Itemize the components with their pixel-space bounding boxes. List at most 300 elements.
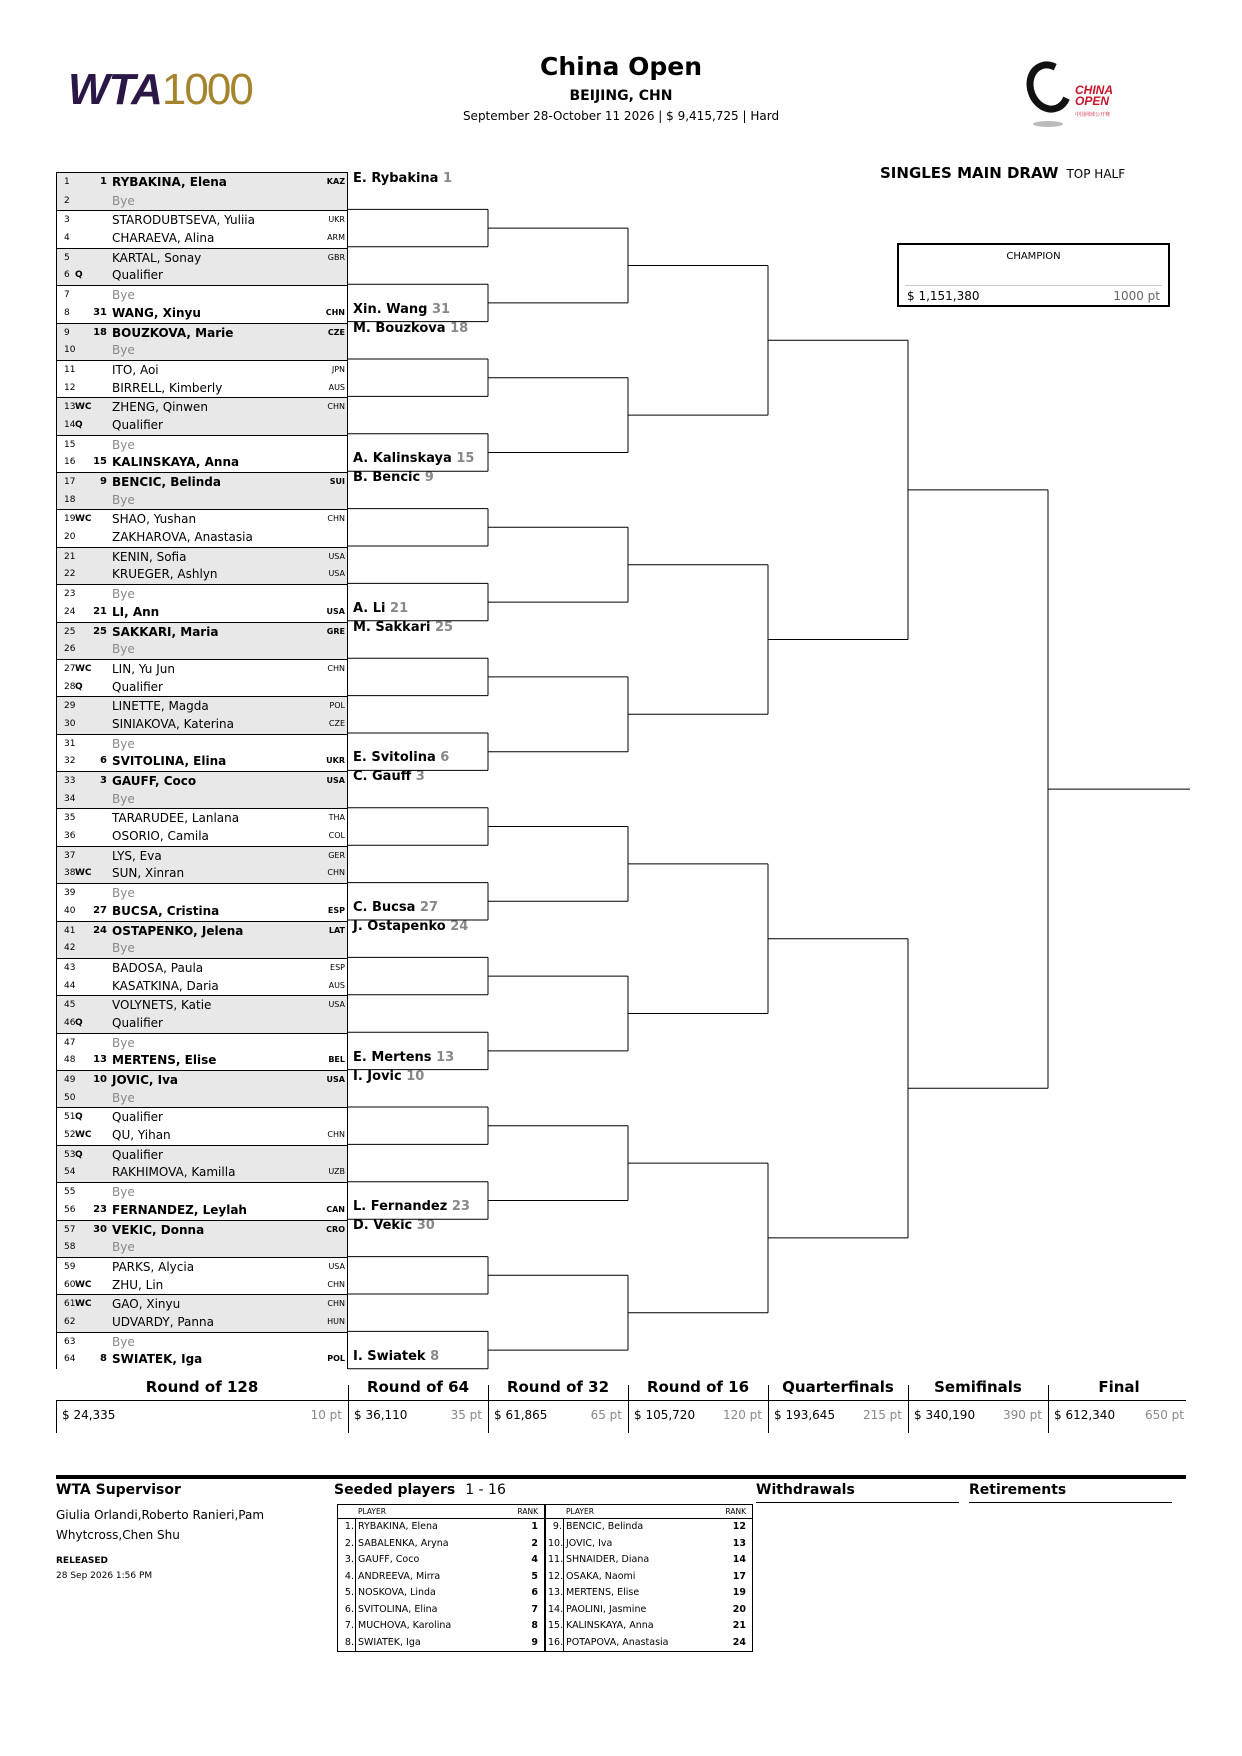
player-country: CRO — [326, 1224, 345, 1234]
entry-tag: WC — [75, 1279, 92, 1290]
draw-position: 6 — [64, 270, 70, 281]
player-name: Bye — [112, 642, 135, 657]
draw-position: 60 — [64, 1279, 76, 1290]
round2-seed: 24 — [450, 919, 469, 934]
round2-seed: 3 — [415, 769, 425, 785]
round2-seed: 8 — [430, 1348, 440, 1364]
player-country: CHN — [327, 1279, 345, 1289]
round-heading: Final — [1098, 1378, 1140, 1396]
round2-player: I. Jovic — [353, 1068, 402, 1084]
player-name: VEKIC, Donna — [112, 1222, 205, 1237]
draw-position: 31 — [64, 738, 76, 749]
released-label: RELEASED — [56, 1556, 109, 1566]
seeded-row — [338, 1618, 544, 1635]
draw-position: 13 — [64, 402, 76, 413]
seed-number: 13 — [93, 1054, 107, 1066]
seed-index: 3. — [344, 1554, 354, 1565]
draw-position: 19 — [64, 514, 76, 525]
draw-position: 28 — [64, 681, 76, 692]
seed-index: 2. — [344, 1537, 354, 1549]
round2-seed: 27 — [419, 900, 439, 915]
draw-position: 51 — [64, 1112, 76, 1123]
col-player: PLAYER — [566, 1507, 594, 1516]
round-prize — [634, 1408, 762, 1422]
player-country: ESP — [330, 962, 345, 972]
round2-seed: 23 — [451, 1199, 470, 1215]
player-name: OSTAPENKO, Jelena — [112, 923, 244, 938]
supervisor-names: Giulia Orlandi,Roberto Ranieri,Pam Whytcross,Chen Shu — [56, 1508, 265, 1542]
round2-player: L. Fernandez — [353, 1199, 448, 1215]
draw-position: 53 — [64, 1149, 76, 1160]
prize-points: 650 pt — [1144, 1408, 1184, 1422]
player-name: Qualifier — [112, 1015, 163, 1030]
seed-number: 21 — [93, 605, 107, 617]
supervisor-label: WTA Supervisor — [56, 1482, 181, 1498]
round2-seed: 18 — [450, 320, 469, 336]
draw-position: 12 — [64, 382, 76, 393]
player-name: KARTAL, Sonay — [112, 250, 202, 265]
draw-position: 32 — [64, 756, 76, 767]
seeded-row — [338, 1635, 544, 1652]
col-rank: RANK — [725, 1507, 746, 1516]
seed-index: 14. — [548, 1603, 564, 1615]
tournament-location: BEIJING, CHN — [569, 88, 673, 104]
seed-player-name: SHNAIDER, Diana — [566, 1554, 650, 1565]
draw-position: 18 — [64, 494, 76, 505]
player-country: USA — [326, 776, 345, 785]
draw-position: 5 — [64, 252, 70, 263]
seeded-row — [546, 1569, 752, 1586]
player-country: BEL — [328, 1055, 345, 1065]
seed-index: 6. — [344, 1603, 354, 1615]
draw-position: 47 — [64, 1037, 76, 1048]
draw-position: 3 — [64, 215, 70, 226]
seeded-index-rule — [563, 1519, 564, 1651]
draw-position: 61 — [64, 1299, 76, 1310]
footer-rule — [56, 1475, 1186, 1479]
player-country: JPN — [331, 364, 345, 374]
player-name: Qualifier — [112, 1110, 163, 1125]
round2-player: E. Svitolina — [353, 750, 436, 766]
seed-index: 9. — [552, 1521, 562, 1532]
player-name: Bye — [112, 1334, 135, 1349]
draw-position: 56 — [64, 1204, 76, 1215]
player-name: STARODUBTSEVA, Yuliia — [112, 213, 255, 228]
seeded-row — [338, 1569, 544, 1586]
player-country: USA — [328, 569, 345, 579]
player-name: ZAKHAROVA, Anastasia — [112, 530, 253, 545]
player-name: RAKHIMOVA, Kamilla — [112, 1165, 236, 1180]
round2-player: Xin. Wang — [353, 301, 428, 317]
player-name: SWIATEK, Iga — [112, 1352, 203, 1367]
seed-rank: 19 — [732, 1587, 746, 1598]
draw-position: 15 — [64, 439, 76, 450]
prize-points: 35 pt — [450, 1408, 482, 1422]
seeded-row — [338, 1536, 544, 1553]
draw-position: 44 — [64, 980, 76, 991]
draw-position: 64 — [64, 1354, 76, 1365]
draw-position: 34 — [64, 793, 76, 804]
seeded-row — [338, 1585, 544, 1602]
draw-position: 37 — [64, 850, 76, 861]
player-country: GER — [328, 850, 345, 860]
seed-rank: 4 — [531, 1554, 538, 1565]
draw-position: 1 — [64, 177, 70, 187]
prize-points: 120 pt — [722, 1408, 762, 1422]
draw-position: 33 — [64, 776, 76, 786]
seeded-index-rule — [355, 1519, 356, 1651]
player-country: CZE — [327, 327, 345, 337]
prize-points: 215 pt — [862, 1408, 902, 1422]
player-name: SHAO, Yushan — [112, 512, 197, 527]
player-country: USA — [326, 606, 345, 616]
draw-position: 52 — [64, 1130, 76, 1141]
draw-position: 40 — [64, 905, 76, 916]
player-name: Bye — [112, 587, 135, 602]
prize-money: $ 36,110 — [354, 1408, 408, 1422]
seeded-row — [546, 1618, 752, 1635]
entry-tag: Q — [75, 1149, 83, 1160]
player-country: AUS — [328, 980, 345, 990]
player-country: UZB — [328, 1167, 345, 1177]
player-name: Qualifier — [112, 268, 163, 283]
col-rank: RANK — [517, 1507, 538, 1516]
player-name: SUN, Xinran — [112, 866, 185, 881]
draw-position: 55 — [64, 1187, 76, 1198]
entry-tag: Q — [75, 270, 83, 281]
round-separator — [1048, 1385, 1049, 1433]
draw-position: 23 — [64, 589, 76, 600]
seeded-table-header — [338, 1505, 544, 1519]
player-country: CZE — [328, 718, 345, 728]
seeded-table-header — [546, 1505, 752, 1519]
seeded-row — [546, 1602, 752, 1619]
draw-position: 57 — [64, 1224, 76, 1235]
seed-rank: 17 — [732, 1570, 746, 1582]
draw-position: 48 — [64, 1055, 76, 1066]
seed-index: 4. — [344, 1570, 354, 1582]
round-separator — [348, 1385, 349, 1433]
seed-number: 15 — [93, 456, 107, 468]
round2-player: I. Swiatek — [353, 1348, 426, 1364]
seed-player-name: MUCHOVA, Karolina — [358, 1620, 452, 1631]
col-player: PLAYER — [358, 1507, 386, 1516]
player-name: Bye — [112, 1185, 135, 1200]
seed-index: 8. — [344, 1636, 354, 1648]
seeded-row — [546, 1635, 752, 1652]
seed-rank: 6 — [531, 1587, 538, 1598]
player-country: THA — [328, 813, 345, 823]
seed-number: 10 — [93, 1074, 107, 1085]
player-country: CHN — [327, 1130, 345, 1140]
round2-seed: 31 — [431, 301, 451, 317]
seed-index: 12. — [548, 1570, 564, 1582]
china-open-logo: CHINA OPEN 中国网球公开赛 — [1013, 57, 1143, 132]
player-name: Bye — [112, 736, 135, 751]
prize-money: $ 193,645 — [774, 1408, 836, 1422]
draw-position: 62 — [64, 1316, 76, 1327]
player-country: COL — [328, 831, 345, 841]
round2-seed: 21 — [390, 600, 409, 616]
player-name: Bye — [112, 343, 135, 358]
round-prize — [494, 1408, 622, 1422]
round-heading: Quarterfinals — [782, 1378, 894, 1396]
seeded-row — [338, 1602, 544, 1619]
draw-position: 17 — [64, 477, 76, 487]
player-country: GBR — [327, 252, 345, 262]
seed-player-name: ANDREEVA, Mirra — [358, 1570, 441, 1582]
seed-rank: 24 — [732, 1636, 746, 1648]
player-name: Bye — [112, 941, 135, 956]
round-heading: Round of 16 — [646, 1378, 750, 1396]
seed-player-name: BENCIC, Belinda — [566, 1521, 644, 1532]
player-country: CHN — [327, 868, 345, 878]
seed-player-name: NOSKOVA, Linda — [358, 1587, 436, 1598]
round2-player: M. Sakkari — [353, 619, 431, 635]
round-heading: Round of 128 — [145, 1378, 259, 1396]
draw-position: 58 — [64, 1242, 76, 1253]
round-separator — [908, 1385, 909, 1433]
round2-player: D. Vekic — [353, 1218, 413, 1234]
player-name: TARARUDEE, Lanlana — [112, 811, 240, 826]
entry-tag: WC — [75, 868, 92, 879]
prize-points: 65 pt — [590, 1408, 622, 1422]
draw-position: 24 — [64, 606, 76, 617]
seed-player-name: PAOLINI, Jasmine — [566, 1603, 647, 1615]
draw-position: 21 — [64, 551, 76, 562]
seed-rank: 21 — [732, 1620, 746, 1631]
player-name: LYS, Eva — [112, 848, 162, 863]
seed-rank: 1 — [531, 1521, 538, 1532]
player-country: UKR — [326, 756, 345, 766]
seed-player-name: SWIATEK, Iga — [358, 1636, 421, 1648]
player-name: FERNANDEZ, Leylah — [112, 1202, 247, 1217]
round2-player: A. Kalinskaya — [353, 451, 452, 467]
seed-rank: 8 — [531, 1620, 538, 1631]
player-country: SUI — [329, 477, 345, 486]
player-country: CHN — [327, 514, 345, 524]
player-name: GAUFF, Coco — [112, 774, 197, 788]
seeded-row — [546, 1519, 752, 1536]
draw-position: 49 — [64, 1075, 76, 1085]
seed-index: 11. — [548, 1554, 564, 1565]
draw-position: 22 — [64, 569, 76, 580]
player-name: Bye — [112, 1090, 135, 1105]
entry-tag: Q — [75, 419, 83, 430]
seed-number: 6 — [100, 755, 107, 767]
seed-player-name: GAUFF, Coco — [358, 1554, 420, 1565]
round-heading: Round of 32 — [506, 1378, 610, 1396]
round2-seed: 10 — [406, 1068, 425, 1084]
seeded-players-heading: Seeded players 1 - 16 — [334, 1482, 506, 1498]
withdrawals-heading: Withdrawals — [756, 1482, 959, 1503]
seed-rank: 13 — [732, 1537, 746, 1549]
player-country: USA — [328, 1000, 345, 1010]
seed-number: 3 — [100, 775, 107, 786]
player-name: BADOSA, Paula — [112, 960, 204, 975]
round-prize — [774, 1408, 902, 1422]
seeded-table — [545, 1504, 753, 1652]
draw-position: 26 — [64, 644, 76, 655]
seed-player-name: RYBAKINA, Elena — [358, 1521, 438, 1532]
round2-player: C. Bucsa — [353, 900, 416, 915]
seeded-row — [338, 1552, 544, 1569]
draw-position: 11 — [64, 364, 76, 375]
player-name: Qualifier — [112, 679, 163, 694]
player-name: Bye — [112, 886, 135, 901]
prize-money: $ 340,190 — [914, 1408, 976, 1422]
round2-seed: 9 — [424, 470, 434, 486]
round-prize — [914, 1408, 1042, 1422]
prize-money: $ 105,720 — [634, 1408, 696, 1422]
player-name: JOVIC, Iva — [112, 1073, 179, 1087]
round2-player: C. Gauff — [353, 769, 412, 785]
seed-player-name: JOVIC, Iva — [566, 1537, 613, 1549]
round2-player: A. Li — [353, 600, 386, 616]
draw-label: SINGLES MAIN DRAW TOP HALF — [880, 164, 1126, 182]
round2-seed: 6 — [440, 750, 450, 766]
player-country: KAZ — [326, 177, 345, 186]
round-prize — [62, 1408, 342, 1422]
player-country: CHN — [325, 307, 345, 317]
champion-box: CHAMPION $ 1,151,380 1000 pt — [897, 243, 1170, 307]
player-name: Bye — [112, 193, 135, 208]
seeded-table — [337, 1504, 545, 1652]
player-name: CHARAEVA, Alina — [112, 231, 215, 246]
seeded-row — [546, 1585, 752, 1602]
tournament-title: China Open — [540, 52, 702, 81]
player-name: BUCSA, Cristina — [112, 903, 220, 918]
round2-player: E. Rybakina — [353, 171, 439, 186]
seed-number: 23 — [93, 1203, 107, 1215]
player-name: OSORIO, Camila — [112, 829, 209, 844]
seed-number: 24 — [93, 924, 107, 936]
player-name: Bye — [112, 791, 135, 806]
player-country: AUS — [328, 382, 345, 392]
player-name: Bye — [112, 437, 135, 452]
player-name: BOUZKOVA, Marie — [112, 325, 234, 340]
player-name: KENIN, Sofia — [112, 549, 187, 564]
draw-position: 50 — [64, 1092, 76, 1103]
player-country: CHN — [327, 663, 345, 673]
seed-rank: 20 — [732, 1603, 746, 1615]
player-name: GAO, Xinyu — [112, 1297, 181, 1312]
player-name: LINETTE, Magda — [112, 699, 209, 714]
round-separator — [488, 1385, 489, 1433]
round-prize — [1054, 1408, 1184, 1422]
seeded-row — [546, 1552, 752, 1569]
player-country: ESP — [327, 905, 345, 915]
draw-position: 54 — [64, 1167, 76, 1178]
seed-player-name: POTAPOVA, Anastasia — [566, 1636, 669, 1648]
entry-tag: Q — [75, 1112, 83, 1123]
player-name: VOLYNETS, Katie — [112, 998, 212, 1013]
draw-position: 25 — [64, 626, 76, 637]
seed-number: 30 — [93, 1223, 107, 1235]
player-country: POL — [327, 1354, 345, 1364]
player-country: GRE — [326, 626, 345, 636]
seed-rank: 7 — [531, 1603, 538, 1615]
player-country: POL — [329, 701, 345, 711]
entry-tag: WC — [75, 1130, 92, 1141]
player-country: USA — [328, 1261, 345, 1271]
player-name: KALINSKAYA, Anna — [112, 455, 240, 470]
round2-seed: 15 — [456, 451, 475, 467]
player-name: LIN, Yu Jun — [112, 661, 175, 676]
retirements-heading: Retirements — [969, 1482, 1172, 1503]
round2-seed: 25 — [435, 619, 454, 635]
draw-position: 63 — [64, 1336, 76, 1347]
entry-tag: WC — [75, 514, 92, 525]
player-name: PARKS, Alycia — [112, 1259, 195, 1274]
player-name: SINIAKOVA, Katerina — [112, 716, 234, 731]
draw-position: 10 — [64, 345, 76, 356]
seed-index: 1. — [344, 1521, 354, 1532]
seeded-row — [546, 1536, 752, 1553]
seed-index: 16. — [548, 1636, 564, 1648]
draw-position: 2 — [64, 195, 70, 206]
seed-rank: 5 — [531, 1570, 538, 1582]
round2-player: M. Bouzkova — [353, 320, 446, 336]
player-country: ARM — [327, 233, 345, 243]
player-name: QU, Yihan — [112, 1128, 171, 1143]
seed-rank: 12 — [732, 1521, 746, 1532]
player-name: SVITOLINA, Elina — [112, 754, 227, 769]
player-name: UDVARDY, Panna — [112, 1314, 214, 1329]
wta-1000-logo: WTA1000 — [68, 65, 252, 114]
draw-position: 59 — [64, 1261, 76, 1272]
draw-position: 41 — [64, 925, 76, 936]
player-name: LI, Ann — [112, 604, 160, 619]
draw-position: 8 — [64, 307, 70, 318]
seed-player-name: SABALENKA, Aryna — [358, 1537, 449, 1549]
player-name: KRUEGER, Ashlyn — [112, 567, 218, 582]
player-country: USA — [328, 551, 345, 561]
draw-position: 30 — [64, 718, 76, 729]
entry-tag: Q — [75, 1017, 83, 1028]
seed-player-name: MERTENS, Elise — [566, 1587, 640, 1598]
seed-rank: 9 — [531, 1636, 538, 1648]
player-name: BENCIC, Belinda — [112, 475, 221, 489]
player-name: BIRRELL, Kimberly — [112, 380, 223, 395]
seed-index: 5. — [344, 1587, 354, 1598]
draw-position: 45 — [64, 1000, 76, 1011]
seed-number: 27 — [93, 904, 107, 916]
seed-index: 15. — [548, 1620, 564, 1631]
entry-tag: WC — [75, 663, 92, 674]
round2-player: J. Ostapenko — [353, 919, 446, 934]
entry-tag: WC — [75, 402, 92, 413]
seed-rank: 14 — [732, 1554, 746, 1565]
round2-seed: 30 — [416, 1218, 435, 1234]
player-country: LAT — [328, 925, 345, 935]
round2-player: B. Bencic — [353, 470, 421, 486]
seed-index: 13. — [548, 1587, 564, 1598]
seed-number: 31 — [93, 306, 107, 318]
player-country: CHN — [327, 1299, 345, 1309]
round-separator — [628, 1385, 629, 1433]
seed-player-name: KALINSKAYA, Anna — [566, 1620, 654, 1631]
round2-seed: 13 — [436, 1049, 455, 1065]
player-name: Bye — [112, 492, 135, 507]
round-heading: Semifinals — [934, 1378, 1022, 1396]
player-country: UKR — [328, 215, 345, 225]
player-name: Bye — [112, 288, 135, 303]
round2-seed: 1 — [442, 171, 453, 186]
seed-player-name: SVITOLINA, Elina — [358, 1603, 438, 1615]
entry-tag: Q — [75, 681, 83, 692]
draw-position: 38 — [64, 868, 76, 879]
